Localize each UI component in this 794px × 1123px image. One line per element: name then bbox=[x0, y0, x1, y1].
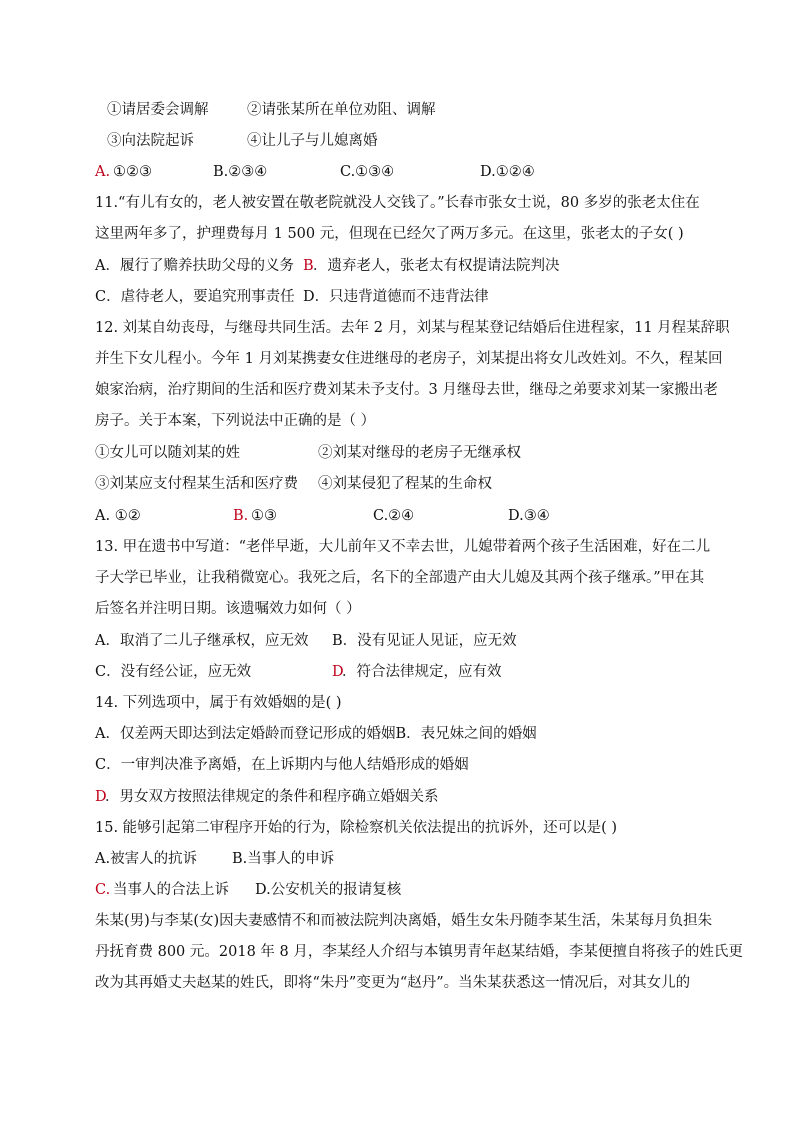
text-segment: ②请张某所在单位劝阻、调解 bbox=[247, 102, 436, 118]
text-segment: ④让儿子与儿媳离婚 bbox=[247, 133, 378, 149]
text-segment: D.公安机关的报请复核 bbox=[255, 882, 402, 898]
text-segment: 后签名并注明日期。该遗嘱效力如何（ ） bbox=[95, 601, 361, 617]
text-segment: A．履行了赡养扶助父母的义务 bbox=[95, 258, 294, 274]
text-segment: D.③④ bbox=[508, 508, 550, 524]
text-segment: 丹抚育费 800 元。2018 年 8 月，李某经人介绍与本镇男青年赵某结婚，李某便擅自将孩子的姓氏更 bbox=[95, 944, 743, 960]
text-segment: 房子。关于本案，下列说法中正确的是（ ） bbox=[95, 413, 376, 429]
answer-marker: C. bbox=[95, 882, 111, 898]
answer-marker: B bbox=[303, 258, 314, 274]
text-segment: 娘家治病，治疗期间的生活和医疗费刘某未予支付。3 月继母去世，继母之弟要求刘某一家搬出老 bbox=[95, 382, 718, 398]
text-segment: A.被害人的抗诉 bbox=[95, 851, 198, 867]
text-segment: ③向法院起诉 bbox=[107, 133, 194, 149]
text-segment: ①②③ bbox=[113, 164, 152, 180]
text-segment: 改为其再婚丈夫赵某的姓氏，即将“朱丹”变更为“赵丹”。当朱某获悉这一情况后，对其女儿的 bbox=[95, 975, 691, 991]
text-segment: B.当事人的申诉 bbox=[232, 851, 335, 867]
text-segment: C.②④ bbox=[373, 508, 415, 524]
text-segment: ②刘某对继母的老房子无继承权 bbox=[318, 445, 521, 461]
answer-marker: D bbox=[332, 664, 344, 680]
text-segment: 子大学已毕业，让我稍微宽心。我死之后，名下的全部遗产由大儿媳及其两个孩子继承。”甲在其 bbox=[95, 570, 705, 586]
text-segment: 并生下女儿程小。今年 1 月刘某携妻女住进继母的老房子，刘某提出将女儿改姓刘。不久，程某回 bbox=[95, 351, 723, 367]
text-segment: ①③ bbox=[251, 508, 277, 524]
text-segment: 朱某(男)与李某(女)因夫妻感情不和而被法院判决离婚，婚生女朱丹随李某生活，朱某每月负担朱 bbox=[95, 913, 713, 929]
text-segment: 当事人的合法上诉 bbox=[113, 882, 229, 898]
text-segment: 14. 下列选项中，属于有效婚姻的是( ) bbox=[95, 695, 342, 711]
answer-marker: D bbox=[95, 789, 107, 805]
text-segment: C．虐待老人，要追究刑事责任 bbox=[95, 289, 295, 305]
answer-marker: B. bbox=[233, 508, 249, 524]
text-segment: ．男女双方按照法律规定的条件和程序确立婚姻关系 bbox=[105, 789, 439, 805]
text-segment: 12. 刘某自幼丧母，与继母共同生活。去年 2 月，刘某与程某登记结婚后住进程家，11 月程某辞职 bbox=[95, 320, 730, 336]
text-segment: B．没有见证人见证，应无效 bbox=[332, 633, 517, 649]
text-segment: 11.“有儿有女的，老人被安置在敬老院就没人交钱了。”长春市张女士说，80 多岁的张老太住在 bbox=[95, 195, 700, 211]
text-segment: ①女儿可以随刘某的姓 bbox=[95, 445, 240, 461]
text-segment: ①请居委会调解 bbox=[107, 102, 209, 118]
text-segment: A．取消了二儿子继承权，应无效 bbox=[95, 633, 309, 649]
text-segment: ③刘某应支付程某生活和医疗费 bbox=[95, 476, 298, 492]
text-segment: C．没有经公证，应无效 bbox=[95, 664, 252, 680]
text-segment: D．只违背道德而不违背法律 bbox=[303, 289, 489, 305]
text-segment: B.②③④ bbox=[213, 164, 268, 180]
text-segment: C．一审判决准予离婚，在上诉期内与他人结婚形成的婚姻 bbox=[95, 757, 469, 773]
text-segment: ④刘某侵犯了程某的生命权 bbox=[318, 476, 492, 492]
text-segment: 15. 能够引起第二审程序开始的行为，除检察机关依法提出的抗诉外，还可以是( ) bbox=[95, 820, 618, 836]
text-segment: C.①③④ bbox=[340, 164, 395, 180]
text-segment: 13. 甲在遗书中写道：“老伴早逝，大儿前年又不幸去世，儿媳带着两个孩子生活困难，好在二儿 bbox=[95, 539, 711, 555]
text-segment: A．仅差两天即达到法定婚龄而登记形成的婚姻B．表兄妹之间的婚姻 bbox=[95, 726, 537, 742]
text-segment: D.①②④ bbox=[480, 164, 535, 180]
answer-marker: A. bbox=[95, 164, 111, 180]
text-segment: ．遗弃老人，张老太有权提请法院判决 bbox=[313, 258, 560, 274]
text-segment: A. ①② bbox=[95, 508, 141, 524]
text-segment: ．符合法律规定，应有效 bbox=[342, 664, 502, 680]
text-segment: 这里两年多了，护理费每月 1 500 元，但现在已经欠了两万多元。在这里，张老太的子女( ) bbox=[95, 226, 684, 242]
